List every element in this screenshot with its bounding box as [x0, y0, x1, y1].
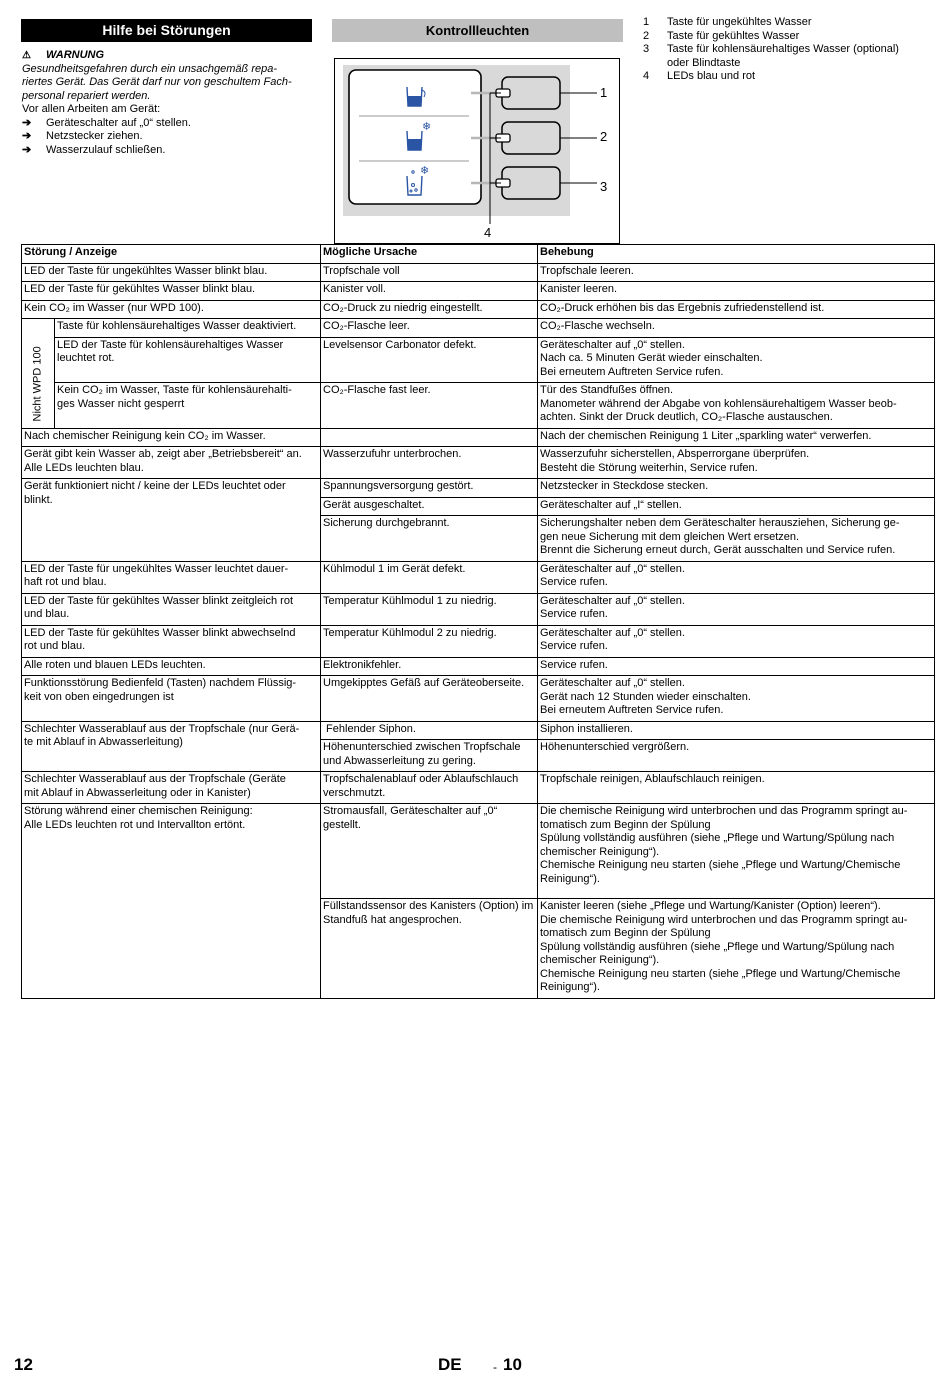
column-header: Störung / Anzeige — [22, 245, 321, 264]
cell-line: Chemische Reinigung neu starten (siehe „Pflege und Wartung/Chemische — [540, 859, 901, 871]
table-cell: Netzstecker in Steckdose stecken. — [538, 479, 935, 498]
cell-line: Bei erneutem Auftreten Service rufen. — [540, 704, 724, 716]
cell-line: mit Ablauf in Abwasserleitung oder in Kanister) — [24, 786, 251, 799]
cell-line: Funktionsstörung Bedienfeld (Tasten) nachdem Flüssig- — [24, 677, 297, 689]
cell-line: Spülung vollständig ausführen (siehe „Pflege und Wartung/Spülung nach — [540, 832, 895, 844]
fault-table — [21, 244, 935, 999]
cell-line: Kanister leeren (siehe „Pflege und Wartung/Kanister (Option) leeren“). — [540, 900, 881, 912]
cell-line: Sicherungshalter neben dem Geräteschalter herausziehen, Sicherung ge- — [540, 517, 900, 529]
table-cell: Tropfschale voll — [321, 263, 538, 282]
table-cell — [22, 721, 321, 772]
step-text: Geräteschalter auf „0“ stellen. — [46, 116, 191, 129]
legend-text: Taste für kohlensäurehaltiges Wasser (optional) — [667, 43, 899, 55]
callout-2: 2 — [600, 129, 608, 144]
cell-line: Störung während einer chemischen Reinigung: — [24, 805, 253, 817]
cell-line: Geräteschalter auf „0“ stellen. — [540, 677, 685, 689]
warning-text-line: riertes Gerät. Das Gerät darf nur von geschultem Fach- — [22, 76, 292, 88]
step-item — [22, 117, 317, 131]
callout-3: 3 — [600, 179, 608, 194]
cell-line: Nach ca. 5 Minuten Gerät wieder einschalten. — [540, 352, 763, 364]
section-title-indicator-lights: Kontrollleuchten — [332, 19, 623, 42]
table-cell: LED der Taste für gekühltes Wasser blinkt blau. — [22, 282, 321, 301]
arrow-right-icon: ➔ — [22, 130, 32, 142]
cell-line: Gerät nach 12 Stunden wieder einschalten. — [540, 690, 751, 703]
table-cell: Gerät ausgeschaltet. — [321, 497, 538, 516]
legend-list — [643, 16, 943, 84]
table-row — [22, 383, 935, 429]
table-row — [22, 676, 935, 722]
table-row — [22, 300, 935, 319]
legend-item — [643, 43, 943, 57]
table-row — [22, 657, 935, 676]
table-cell: Kühlmodul 1 im Gerät defekt. — [321, 561, 538, 593]
side-label-cell — [22, 319, 55, 429]
table-cell: Taste für kohlensäurehaltiges Wasser deaktiviert. — [55, 319, 321, 338]
table-cell: Service rufen. — [538, 657, 935, 676]
cell-line: Service rufen. — [540, 640, 608, 652]
cell-line: Wasserzufuhr sicherstellen, Absperrorgane überprüfen. — [540, 448, 810, 460]
cell-line: Geräteschalter auf „0“ stellen. — [540, 626, 685, 639]
table-row — [22, 428, 935, 447]
cell-line: Alle LEDs leuchten blau. — [24, 461, 144, 474]
cell-line: te mit Ablauf in Abwasserleitung) — [24, 736, 183, 748]
table-cell: Kein CO₂ im Wasser (nur WPD 100). — [22, 300, 321, 319]
cell-line: Die chemische Reinigung wird unterbrochen und das Programm springt au- — [540, 805, 908, 817]
warning-text-line: Gesundheitsgefahren durch ein unsachgemäß repa- — [22, 62, 277, 75]
cell-line: Kein CO₂ im Wasser, Taste für kohlensäurehalti- — [57, 384, 292, 396]
warning-icon: ⚠ — [22, 50, 31, 61]
cell-line: Die chemische Reinigung wird unterbrochen und das Programm springt au- — [540, 913, 908, 926]
table-cell — [22, 593, 321, 625]
language-code: DE — [438, 1355, 462, 1374]
warning-title: WARNUNG — [46, 49, 105, 61]
cell-line: tomatisch zum Beginn der Spülung — [540, 927, 711, 939]
panel-buttons — [496, 77, 560, 199]
table-row — [22, 263, 935, 282]
step-text: Wasserzulauf schließen. — [46, 143, 166, 156]
table-row — [22, 319, 935, 338]
cell-line: Manometer während der Abgabe von kohlensäurehaltigem Wasser beob- — [540, 397, 897, 410]
cell-line: und blau. — [24, 608, 70, 620]
table-cell — [538, 383, 935, 429]
svg-text:❄: ❄ — [422, 120, 432, 133]
table-cell: Füllstandssensor des Kanisters (Option) im Standfuß hat angesprochen. — [321, 899, 538, 999]
table-row — [22, 593, 935, 625]
table-row — [22, 479, 935, 498]
table-cell — [538, 561, 935, 593]
legend-text: oder Blindtaste — [667, 56, 741, 69]
page-number: 12 — [14, 1355, 33, 1374]
table-cell — [538, 447, 935, 479]
table-cell — [55, 383, 321, 429]
table-cell — [22, 772, 321, 804]
table-cell: CO₂-Flasche wechseln. — [538, 319, 935, 338]
legend-text: Taste für ungekühltes Wasser — [667, 16, 812, 28]
legend-text — [643, 57, 667, 71]
legend-item — [643, 30, 943, 44]
table-cell: Kanister leeren. — [538, 282, 935, 301]
cell-line: Brennt die Sicherung erneut durch, Gerät ausschalten und Service rufen. — [540, 544, 896, 556]
cell-line: Nicht WPD 100 — [31, 346, 44, 422]
arrow-right-icon: ➔ — [22, 116, 32, 129]
table-cell — [22, 479, 321, 562]
cell-line: Alle LEDs leuchten rot und Intervallton ertönt. — [24, 818, 246, 831]
table-cell: Geräteschalter auf „I“ stellen. — [538, 497, 935, 516]
table-cell: Stromausfall, Geräteschalter auf „0“ gestellt. — [321, 804, 538, 899]
cell-line: ges Wasser nicht gesperrt — [57, 397, 185, 410]
step-item — [22, 144, 317, 158]
table-cell: Alle roten und blauen LEDs leuchten. — [22, 657, 321, 676]
table-cell: CO₂-Flasche fast leer. — [321, 383, 538, 429]
cell-line: Service rufen. — [540, 608, 608, 620]
cell-line: Service rufen. — [540, 576, 608, 588]
table-cell: Levelsensor Carbonator defekt. — [321, 337, 538, 383]
table-cell: Spannungsversorgung gestört. — [321, 479, 538, 498]
cell-line: Geräteschalter auf „0“ stellen. — [540, 562, 685, 575]
cell-line: haft rot und blau. — [24, 576, 107, 588]
table-cell: Höhenunterschied vergrößern. — [538, 740, 935, 772]
arrow-right-icon: ➔ — [22, 143, 32, 156]
table-cell — [538, 625, 935, 657]
table-cell: CO₂-Flasche leer. — [321, 319, 538, 338]
legend-text: Taste für gekühltes Wasser — [667, 29, 800, 42]
table-cell — [22, 625, 321, 657]
table-cell — [538, 593, 935, 625]
table-row — [22, 721, 935, 740]
table-cell — [538, 516, 935, 562]
table-cell: Kanister voll. — [321, 282, 538, 301]
legend-text: 4 — [643, 70, 650, 82]
table-cell: Tropfschalenablauf oder Ablaufschlauch verschmutzt. — [321, 772, 538, 804]
cell-line: achten. Sinkt der Druck deutlich, CO₂-Flasche austauschen. — [540, 411, 833, 423]
callout-1: 1 — [600, 85, 608, 100]
step-text: Netzstecker ziehen. — [46, 130, 143, 142]
section-title-troubleshooting: Hilfe bei Störungen — [21, 19, 312, 42]
table-cell — [321, 428, 538, 447]
cell-line: Gerät gibt kein Wasser ab, zeigt aber „Betriebsbereit“ an. — [24, 448, 302, 460]
cell-line: Spülung vollständig ausführen (siehe „Pflege und Wartung/Spülung nach — [540, 940, 895, 953]
warning-block — [22, 49, 317, 157]
table-cell: Nach der chemischen Reinigung 1 Liter „sparkling water“ verwerfen. — [538, 428, 935, 447]
table-cell — [538, 337, 935, 383]
table-row — [22, 804, 935, 899]
table-row — [22, 625, 935, 657]
table-cell: Nach chemischer Reinigung kein CO₂ im Wasser. — [22, 428, 321, 447]
table-cell: Temperatur Kühlmodul 1 zu niedrig. — [321, 593, 538, 625]
cell-line: chemischer Reinigung“). — [540, 954, 660, 966]
table-cell — [538, 899, 935, 999]
control-panel-illustration — [335, 59, 619, 243]
table-row — [22, 561, 935, 593]
table-cell — [538, 804, 935, 899]
table-cell: CO₂-Druck erhöhen bis das Ergebnis zufriedenstellend ist. — [538, 300, 935, 319]
table-cell: Temperatur Kühlmodul 2 zu niedrig. — [321, 625, 538, 657]
cell-line: tomatisch zum Beginn der Spülung — [540, 818, 711, 831]
table-cell: Wasserzufuhr unterbrochen. — [321, 447, 538, 479]
cell-line: chemischer Reinigung“). — [540, 845, 660, 858]
table-cell — [22, 676, 321, 722]
table-cell: Umgekipptes Gefäß auf Geräteoberseite. — [321, 676, 538, 722]
step-item — [22, 130, 317, 144]
legend-item — [643, 70, 943, 84]
cell-line: keit von oben eingedrungen ist — [24, 690, 174, 703]
column-header: Mögliche Ursache — [321, 245, 538, 264]
svg-text:❄: ❄ — [420, 164, 430, 177]
column-header: Behebung — [538, 245, 935, 264]
legend-text: 1 — [643, 16, 650, 28]
cell-line: Geräteschalter auf „0“ stellen. — [540, 594, 685, 607]
table-cell: Tropfschale leeren. — [538, 263, 935, 282]
table-cell: Sicherung durchgebrannt. — [321, 516, 538, 562]
cell-line: Chemische Reinigung neu starten (siehe „Pflege und Wartung/Chemische — [540, 967, 901, 980]
cell-line: Schlechter Wasserablauf aus der Tropfschale (Geräte — [24, 773, 286, 785]
table-cell — [22, 804, 321, 999]
page-sub-number: 10 — [503, 1355, 522, 1374]
intro-text: Vor allen Arbeiten am Gerät: — [22, 103, 161, 115]
table-row — [22, 282, 935, 301]
legend-text: LEDs blau und rot — [667, 70, 756, 82]
table-cell: Elektronikfehler. — [321, 657, 538, 676]
cell-line: Reinigung“). — [540, 981, 600, 993]
cell-line: Geräteschalter auf „0“ stellen. — [540, 338, 685, 351]
table-cell: CO₂-Druck zu niedrig eingestellt. — [321, 300, 538, 319]
table-cell — [538, 676, 935, 722]
legend-item — [643, 57, 943, 71]
table-cell: LED der Taste für ungekühltes Wasser blinkt blau. — [22, 263, 321, 282]
table-row — [22, 337, 935, 383]
legend-item — [643, 16, 943, 30]
table-row — [22, 447, 935, 479]
cell-line: Bei erneutem Auftreten Service rufen. — [540, 365, 724, 378]
cell-line: blinkt. — [24, 493, 53, 506]
cell-line: Besteht die Störung weiterhin, Service rufen. — [540, 461, 758, 474]
cell-line: Reinigung“). — [540, 872, 600, 885]
warning-text-line: personal repariert werden. — [22, 89, 151, 102]
cell-line: LED der Taste für ungekühltes Wasser leuchtet dauer- — [24, 562, 289, 575]
callout-4: 4 — [484, 225, 492, 240]
control-panel-figure — [334, 58, 620, 244]
table-cell: LED der Taste für kohlensäurehaltiges Wasser leuchtet rot. — [55, 337, 321, 383]
page-separator: - — [493, 1360, 497, 1374]
table-cell — [22, 447, 321, 479]
cell-line: gen neue Sicherung mit dem gleichen Wert ersetzen. — [540, 530, 800, 543]
cell-line: Gerät funktioniert nicht / keine der LEDs leuchtet oder — [24, 480, 286, 492]
table-cell — [22, 561, 321, 593]
legend-text: 2 — [643, 29, 650, 42]
cell-line: rot und blau. — [24, 640, 86, 652]
table-header-row — [22, 245, 935, 264]
table-cell: Siphon installieren. — [538, 721, 935, 740]
table-cell: Tropfschale reinigen, Ablaufschlauch reinigen. — [538, 772, 935, 804]
cell-line: LED der Taste für gekühltes Wasser blinkt abwechselnd — [24, 626, 296, 639]
cell-line: LED der Taste für gekühltes Wasser blinkt zeitgleich rot — [24, 594, 294, 607]
cell-line: Schlechter Wasserablauf aus der Tropfschale (nur Gerä- — [24, 722, 300, 735]
cell-line: Tür des Standfußes öffnen. — [540, 384, 674, 396]
legend-text: 3 — [643, 43, 650, 55]
table-row — [22, 772, 935, 804]
table-cell: Höhenunterschied zwischen Tropfschale und Abwasserleitung zu gering. — [321, 740, 538, 772]
table-cell: Fehlender Siphon. — [321, 721, 538, 740]
